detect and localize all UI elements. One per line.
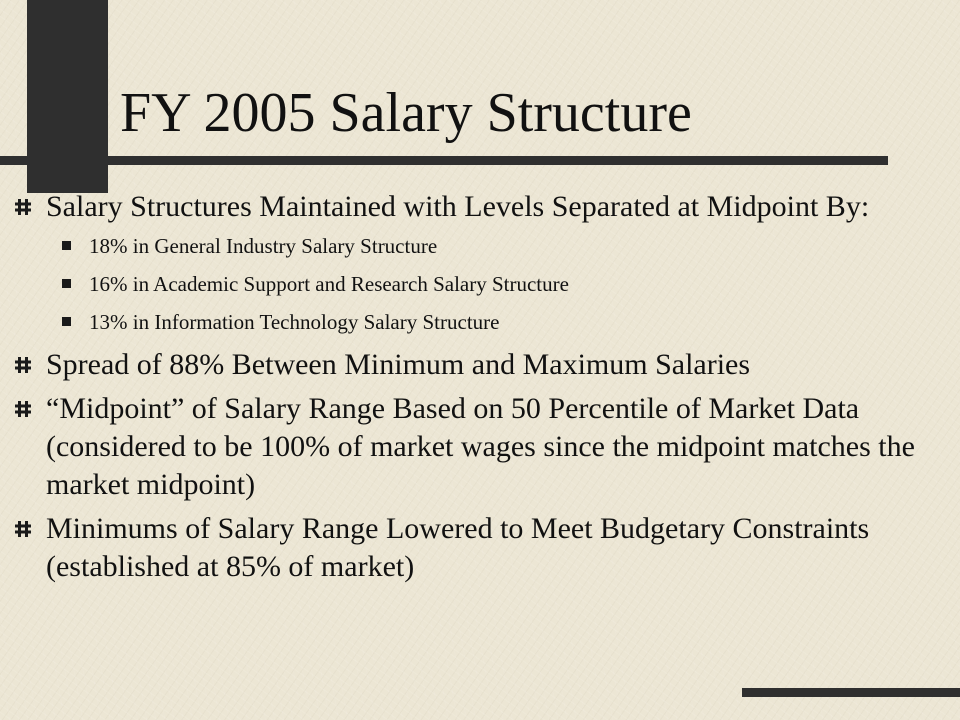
sub-bullet-item [0,308,960,336]
square-bullet-icon [62,241,71,250]
bullet-text: “Midpoint” of Salary Range Based on 50 Percentile of Market Data (considered to be 100% of market wages since the midpoint matches the market midpoint) [46,392,915,501]
sub-bullet-item [0,232,960,260]
bullet-text: Salary Structures Maintained with Levels Separated at Midpoint By: [46,190,870,223]
bullet-text: Minimums of Salary Range Lowered to Meet Budgetary Constraints (established at 85% of market) [46,512,870,583]
bullet-item [0,390,960,504]
footer-rule [742,688,960,697]
square-bullet-icon [62,317,71,326]
hash-bullet-icon [14,356,32,374]
bullet-item [0,346,960,384]
sub-bullet-list [0,232,960,336]
sub-bullet-item [0,270,960,298]
title-underline-rule [0,156,888,165]
sub-bullet-text: 16% in Academic Support and Research Salary Structure [89,272,569,296]
bullet-item [0,510,960,586]
slide-title: FY 2005 Salary Structure [120,82,692,144]
hash-bullet-icon [14,400,32,418]
bullet-item [0,188,960,226]
sub-bullet-text: 13% in Information Technology Salary Structure [89,310,500,334]
hash-bullet-icon [14,198,32,216]
bullet-list [0,188,960,592]
bullet-text: Spread of 88% Between Minimum and Maximum Salaries [46,348,751,381]
square-bullet-icon [62,279,71,288]
hash-bullet-icon [14,520,32,538]
sub-bullet-text: 18% in General Industry Salary Structure [89,234,438,258]
